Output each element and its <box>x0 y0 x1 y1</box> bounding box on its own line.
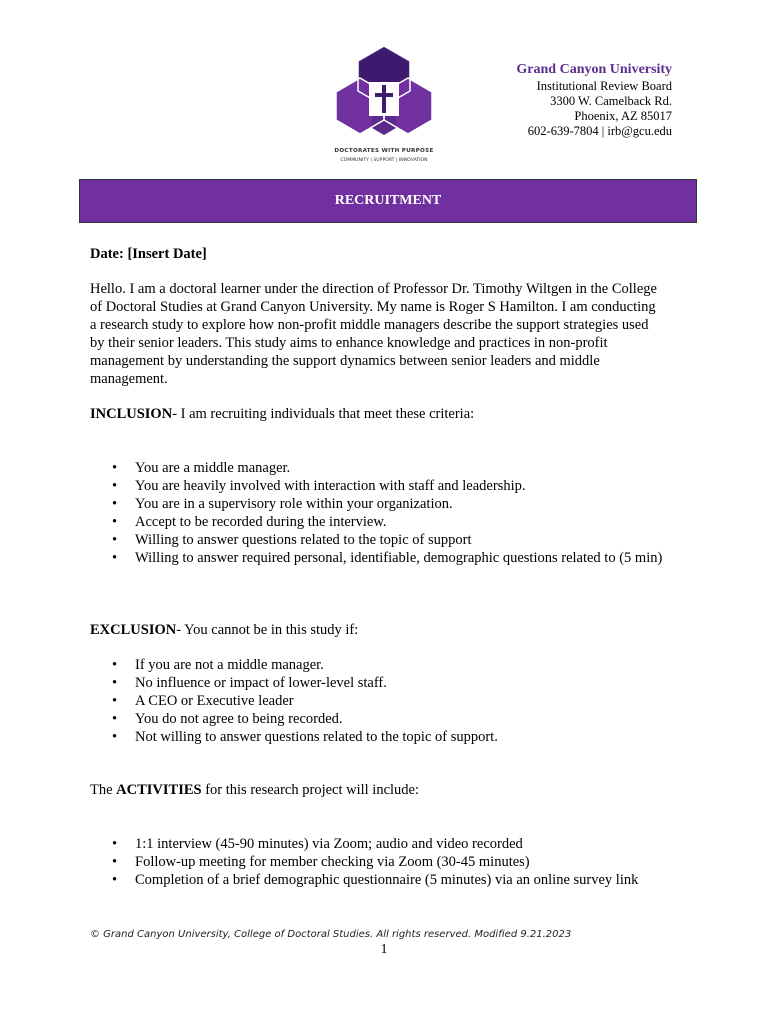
activities-list <box>90 835 690 889</box>
irb-address-block <box>516 61 672 139</box>
inclusion-list <box>90 459 670 567</box>
list-item: • A CEO or Executive leader <box>90 692 670 710</box>
intro-paragraph: Hello. I am a doctoral learner under the direction of Professor Dr. Timothy Wiltgen in the College of Doctoral Studies at Grand Canyon University. My name is Roger S Hamilton. I am conducting a research study to explore how non-profit middle managers describe the support strategies used by their senior leaders. This study aims to enhance knowledge and practices in non-profit management by understanding the support dynamics between senior leaders and middle management. <box>90 281 657 387</box>
recruitment-banner <box>79 179 697 223</box>
list-item: • You are heavily involved with interaction with staff and leadership. <box>90 477 670 495</box>
contact-line: 602-639-7804 | irb@gcu.edu <box>527 124 672 138</box>
copyright-footer: © Grand Canyon University, College of Doctoral Studies. All rights reserved. Modified 9.21.2023 <box>90 929 572 940</box>
list-item: • If you are not a middle manager. <box>90 656 670 674</box>
banner-title: RECRUITMENT <box>334 193 442 208</box>
logo-tagline: DOCTORATES WITH PURPOSE <box>334 148 434 154</box>
list-item: • You do not agree to being recorded. <box>90 710 670 728</box>
exclusion-list <box>90 656 670 746</box>
list-item: • 1:1 interview (45-90 minutes) via Zoom; audio and video recorded <box>90 835 690 853</box>
address-line: 3300 W. Camelback Rd. <box>550 94 672 108</box>
hexagon-cross-icon <box>330 44 438 148</box>
page-number: 1 <box>380 942 388 957</box>
list-item: • You are in a supervisory role within your organization. <box>90 495 670 513</box>
date-line: Date: [Insert Date] <box>90 246 207 262</box>
list-item: • Not willing to answer questions related to the topic of support. <box>90 728 670 746</box>
list-item: • You are a middle manager. <box>90 459 670 477</box>
list-item: • Accept to be recorded during the interview. <box>90 513 670 531</box>
list-item: • Willing to answer required personal, identifiable, demographic questions related to (5 min) <box>90 549 670 567</box>
activities-heading: The ACTIVITIES for this research project will include: <box>90 782 420 798</box>
list-item: • Willing to answer questions related to the topic of support <box>90 531 670 549</box>
exclusion-heading: EXCLUSION- You cannot be in this study if: <box>90 622 359 638</box>
logo-subtagline: COMMUNITY | SUPPORT | INNOVATION <box>340 158 428 163</box>
address-line: Institutional Review Board <box>536 79 672 93</box>
list-item: • Completion of a brief demographic questionnaire (5 minutes) via an online survey link <box>90 871 690 889</box>
list-item: • Follow-up meeting for member checking via Zoom (30-45 minutes) <box>90 853 690 871</box>
university-name: Grand Canyon University <box>516 62 672 77</box>
list-item: • No influence or impact of lower-level staff. <box>90 674 670 692</box>
gcu-logo <box>330 44 438 168</box>
inclusion-heading: INCLUSION- I am recruiting individuals that meet these criteria: <box>90 406 475 422</box>
address-line: Phoenix, AZ 85017 <box>574 109 672 123</box>
